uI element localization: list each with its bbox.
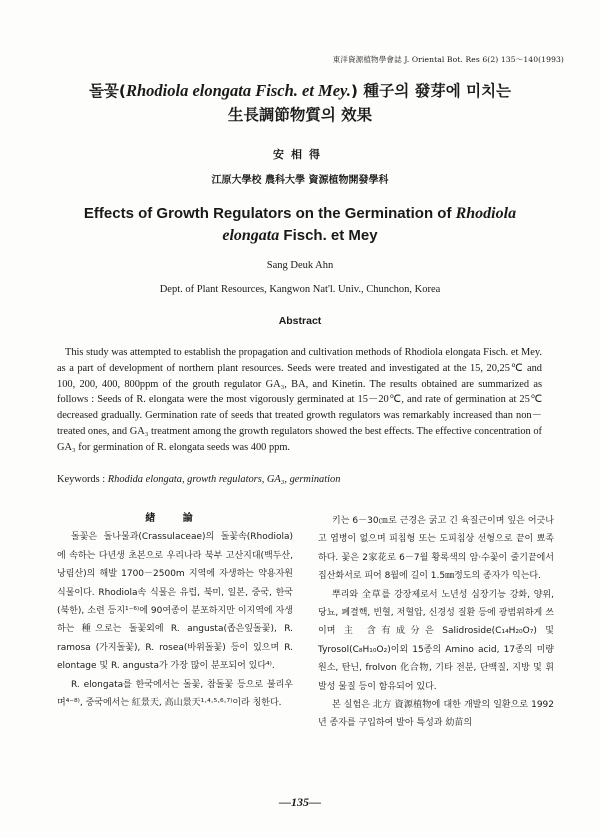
english-author: Sang Deuk Ahn: [266, 260, 334, 271]
keywords: [57, 474, 542, 485]
english-title-part1: Effects of Growth Regulators on the Germination of: [83, 205, 456, 222]
journal-header: 東洋資源植物學會誌 J. Oriental Bot. Res 6(2) 135～140(1993): [332, 55, 564, 64]
left-paragraph-1: 돌꽃은 돌나물과(Crassulaceae)의 돌꽃속(Rhodiola)에 속하는 다년생 초본으로 우리나라 북부 고산지대(백두산, 낭림산)의 해발 1700－2500m 지역에 자생하는 약용자원 식물이다. Rhodiola속 식물은 유럽, 북미, 일본, 중국, 한국(북한), 소련 등지¹⁻⁶⁾에 90여종이 분포하지만 이지역에 자생하는 種으로는 돌꽃외에 R. angusta(좁은잎돌꽃), R. ramosa (가지돌꽃), R. rosea(바위돌꽃) 등이 있으며 R. elontage 및 R. angusta가 가장 많이 분포되어 있다⁴⁾.: [57, 532, 293, 672]
korean-title-prefix: 돌꽃(: [88, 82, 126, 100]
english-title-part2: Fisch. et Mey: [279, 227, 378, 244]
left-paragraph-2: R. elongata를 한국에서는 돌꽃, 참돌꽃 등으로 불리우며⁴⁻⁸⁾, 중국에서는 紅景天, 高山景天¹·⁴·⁵·⁶·⁷⁾이라 칭한다.: [57, 679, 293, 709]
section-heading-introduction: 緖 論: [145, 513, 205, 524]
right-paragraph-2: 뿌리와 全草를 강장제로서 노년성 심장기능 강화, 양위, 당뇨, 폐결핵, 빈혈, 저혈압, 신경성 질환 등에 광범위하게 쓰이며 主 含有成分은 Salidroside(C₁₄H₂₀O₇) 및 Tyrosol(C₈H₁₀O₂)이외 15종의 Amino acid, 17종의 미량원소, 탄닌, frolvon 化合物, 기타 전분, 단백질, 지방 및 휘발성 물질 등이 함유되어 있다.: [318, 589, 554, 692]
korean-title-species: Rhodiola elongata Fisch. et Mey.: [125, 81, 351, 100]
korean-affiliation: 江原大學校 農科大學 資源植物開發學科: [211, 175, 389, 186]
abstract-body: This study was attempted to establish the propagation and cultivation methods of Rhodiola elongata Fisch. et Mey. as a part of development of northern plant resources. Seeds were treated and investigated at the 15, 20,25℃ and 100, 200, 400, 800ppm of the grouth regulator GA₃, BA, and Kinetin. The results obtained are summarized as follows : Seeds of R. elongata were the most vigorously germinated at 15－20℃, and rate of germination at 25℃ decreased gradually. Germination rate of seeds that treated growth regulators was remarkably increased than non－treated ones, and GA₃ treatment among the growth regulators showed the best effects. The effective concentration of GA₃ for germination of R. elongata seeds was 400 ppm.: [57, 347, 542, 453]
keywords-list: Rhodida elongata, growth regulators, GA₃, germination: [107, 474, 341, 485]
korean-title-suffix: ) 種子의 發芽에 미치는: [350, 82, 512, 100]
english-title-species: elongata: [222, 227, 280, 244]
english-title-genus: Rhodiola: [455, 205, 517, 222]
keywords-label: Keywords :: [57, 474, 108, 485]
korean-title: [40, 79, 560, 127]
right-paragraph-1: 키는 6－30㎝로 근경은 굵고 긴 육질근이며 잎은 어긋나고 엽병이 없으며 피침형 또는 도피침상 선형으로 끝이 뾰족하다. 꽃은 2家花로 6－7월 황록색의 암·수꽃이 줄기끝에서 집산화서로 피어 8월에 길이 1.5㎜정도의 종자가 익는다.: [318, 516, 554, 582]
english-title: [60, 203, 540, 247]
right-paragraph-3: 본 실험은 北方 資源植物에 대한 개발의 일환으로 1992년 종자를 구입하여 발아 특성과 幼苗의: [318, 700, 554, 729]
english-affiliation: Dept. of Plant Resources, Kangwon Nat'l. Univ., Chunchon, Korea: [159, 284, 441, 295]
right-column: [318, 512, 554, 733]
left-column: [57, 510, 293, 712]
abstract-heading: Abstract: [278, 315, 322, 327]
korean-author: 安相得: [273, 148, 327, 161]
korean-title-line2: 生長調節物質의 效果: [227, 106, 373, 124]
page-number: —135—: [279, 795, 321, 809]
